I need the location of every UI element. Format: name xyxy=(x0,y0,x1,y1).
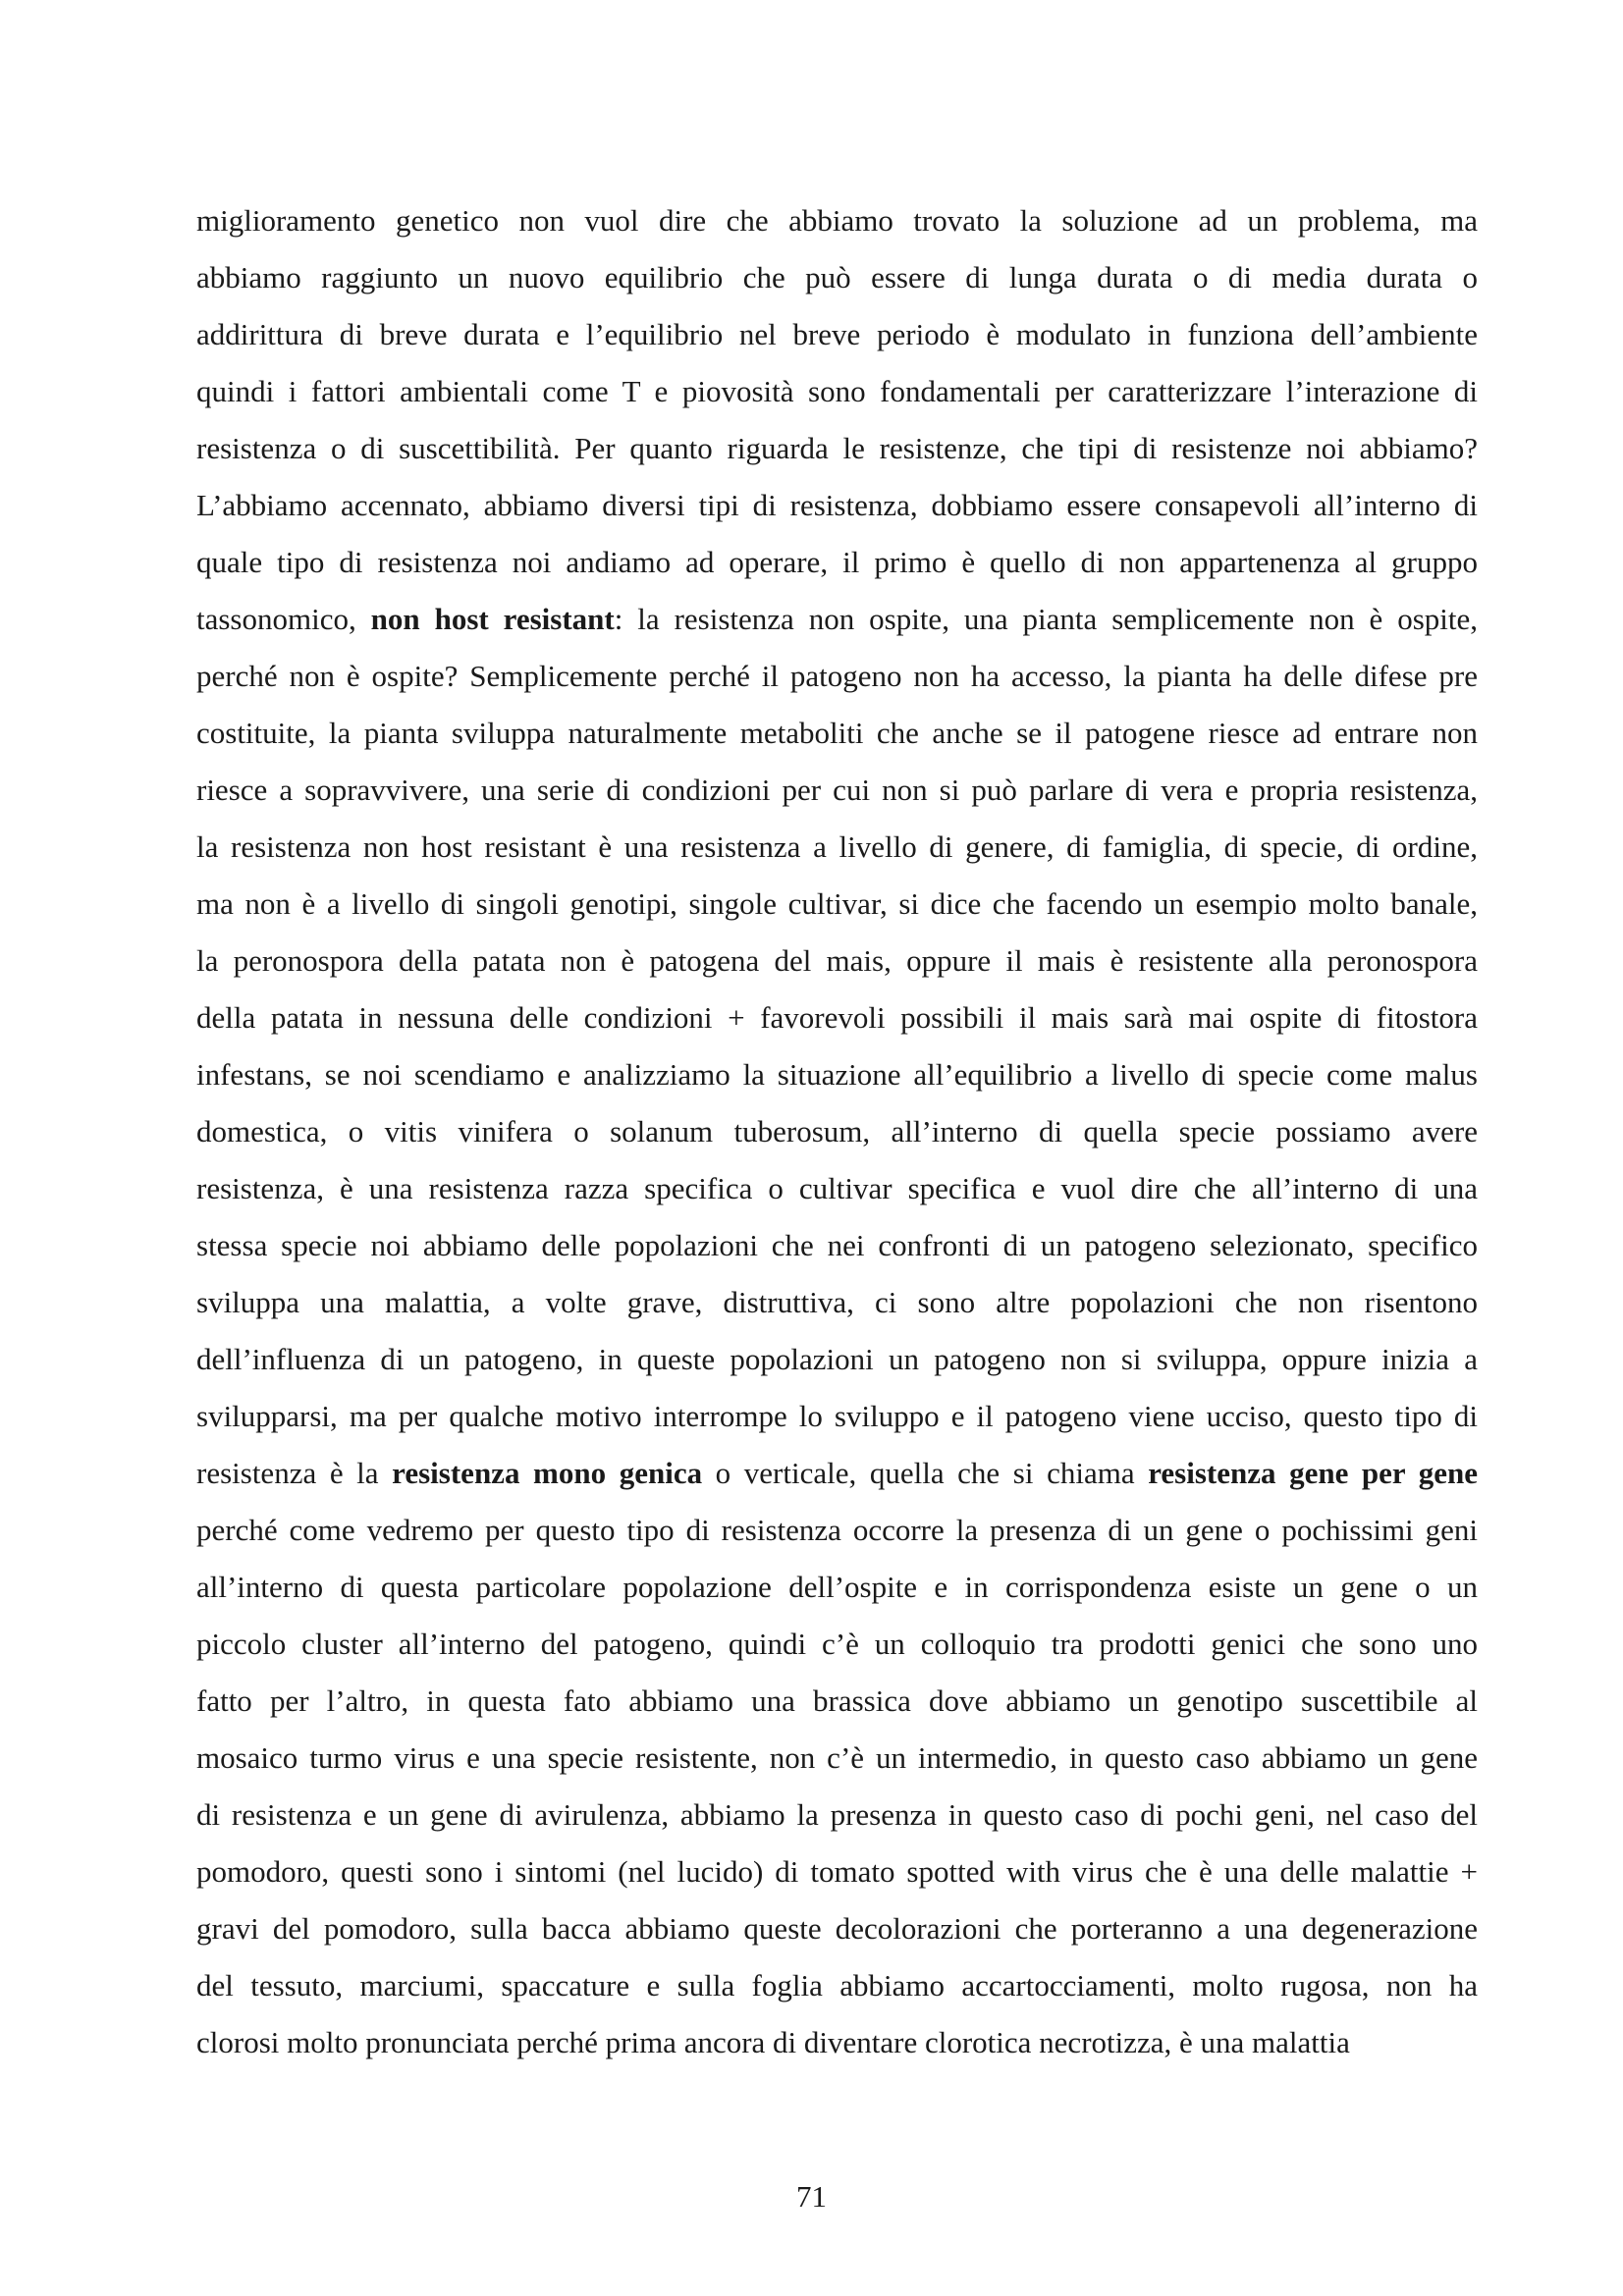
text-segment: la resistenza non host resistant è una resistenza a livello di genere, di famiglia, di specie, di ordine, xyxy=(196,829,1478,864)
text-line xyxy=(196,1103,1478,1160)
page-number: 71 xyxy=(796,2179,827,2214)
text-line xyxy=(196,1673,1478,1730)
text-segment: tassonomico, xyxy=(196,602,371,636)
text-segment: L’abbiamo accennato, abbiamo diversi tipi di resistenza, dobbiamo essere consapevoli all’interno di xyxy=(196,488,1478,522)
text-segment: pomodoro, questi sono i sintomi (nel lucido) di tomato spotted with virus che è una delle malattie + xyxy=(196,1854,1478,1889)
text-segment: ma non è a livello di singoli genotipi, singole cultivar, si dice che facendo un esempio molto banale, xyxy=(196,886,1478,921)
text-line xyxy=(196,1331,1478,1388)
text-segment: all’interno di questa particolare popolazione dell’ospite e in corrispondenza esiste un gene o un xyxy=(196,1570,1478,1604)
text-line xyxy=(196,1046,1478,1103)
text-line xyxy=(196,989,1478,1046)
text-line xyxy=(196,648,1478,705)
body-text xyxy=(196,192,1478,2071)
text-line xyxy=(196,420,1478,477)
text-line xyxy=(196,1559,1478,1616)
bold-term: resistenza gene per gene xyxy=(1148,1456,1478,1490)
bold-term: resistenza mono genica xyxy=(392,1456,703,1490)
text-segment: o verticale, quella che si chiama xyxy=(702,1456,1149,1490)
text-segment: di resistenza e un gene di avirulenza, abbiamo la presenza in questo caso di pochi geni, nel caso del xyxy=(196,1797,1478,1832)
text-line xyxy=(196,591,1478,648)
text-line xyxy=(196,363,1478,420)
text-segment: del tessuto, marciumi, spaccature e sulla foglia abbiamo accartocciamenti, molto rugosa, non ha xyxy=(196,1968,1478,2002)
bold-term: non host resistant xyxy=(370,602,615,636)
text-segment: piccolo cluster all’interno del patogeno, quindi c’è un colloquio tra prodotti genici che sono uno xyxy=(196,1627,1478,1661)
text-line xyxy=(196,1730,1478,1787)
text-segment: la peronospora della patata non è patogena del mais, oppure il mais è resistente alla peronospora xyxy=(196,943,1478,978)
text-segment: svilupparsi, ma per qualche motivo interrompe lo sviluppo e il patogeno viene ucciso, questo tipo di xyxy=(196,1399,1478,1433)
text-segment: quale tipo di resistenza noi andiamo ad operare, il primo è quello di non appartenenza al gruppo xyxy=(196,545,1478,579)
text-line xyxy=(196,1843,1478,1900)
text-segment: : la resistenza non ospite, una pianta semplicemente non è ospite, xyxy=(614,602,1478,636)
text-line xyxy=(196,1502,1478,1559)
text-segment: resistenza è la xyxy=(196,1456,393,1490)
text-line xyxy=(196,1957,1478,2014)
text-segment: quindi i fattori ambientali come T e piovosità sono fondamentali per caratterizzare l’interazione di xyxy=(196,374,1478,408)
text-segment: clorosi molto pronunciata perché prima ancora di diventare clorotica necrotizza, è una malattia xyxy=(196,2025,1350,2059)
text-line xyxy=(196,306,1478,363)
text-line xyxy=(196,1217,1478,1274)
text-line xyxy=(196,1388,1478,1445)
text-segment: fatto per l’altro, in questa fato abbiamo una brassica dove abbiamo un genotipo suscettibile al xyxy=(196,1683,1478,1718)
text-line xyxy=(196,1160,1478,1217)
text-segment: infestans, se noi scendiamo e analizziamo la situazione all’equilibrio a livello di specie come malus xyxy=(196,1057,1478,1092)
text-line xyxy=(196,705,1478,762)
text-segment: dell’influenza di un patogeno, in queste popolazioni un patogeno non si sviluppa, oppure inizia a xyxy=(196,1342,1478,1376)
text-line xyxy=(196,1445,1478,1502)
text-segment: gravi del pomodoro, sulla bacca abbiamo queste decolorazioni che porteranno a una degenerazione xyxy=(196,1911,1478,1946)
text-line xyxy=(196,534,1478,591)
text-line xyxy=(196,1787,1478,1843)
text-line xyxy=(196,819,1478,876)
text-line xyxy=(196,477,1478,534)
text-line xyxy=(196,192,1478,249)
text-segment: addirittura di breve durata e l’equilibrio nel breve periodo è modulato in funziona dell’ambiente xyxy=(196,317,1478,351)
text-line xyxy=(196,2014,1478,2071)
text-segment: miglioramento genetico non vuol dire che abbiamo trovato la soluzione ad un problema, ma xyxy=(196,203,1478,238)
text-segment: stessa specie noi abbiamo delle popolazioni che nei confronti di un patogeno selezionato, specifico xyxy=(196,1228,1478,1262)
text-segment: mosaico turmo virus e una specie resistente, non c’è un intermedio, in questo caso abbiamo un gene xyxy=(196,1740,1478,1775)
text-segment: riesce a sopravvivere, una serie di condizioni per cui non si può parlare di vera e propria resistenza, xyxy=(196,773,1478,807)
text-segment: perché non è ospite? Semplicemente perché il patogeno non ha accesso, la pianta ha delle difese pre xyxy=(196,659,1478,693)
text-line xyxy=(196,1274,1478,1331)
text-line xyxy=(196,933,1478,989)
text-line xyxy=(196,876,1478,933)
text-line xyxy=(196,1616,1478,1673)
text-line xyxy=(196,249,1478,306)
text-segment: resistenza o di suscettibilità. Per quanto riguarda le resistenze, che tipi di resistenze noi abbiamo? xyxy=(196,431,1478,465)
text-segment: perché come vedremo per questo tipo di resistenza occorre la presenza di un gene o pochissimi geni xyxy=(196,1513,1478,1547)
text-segment: domestica, o vitis vinifera o solanum tuberosum, all’interno di quella specie possiamo avere xyxy=(196,1114,1478,1148)
text-segment: della patata in nessuna delle condizioni + favorevoli possibili il mais sarà mai ospite di fitostora xyxy=(196,1000,1478,1035)
text-segment: costituite, la pianta sviluppa naturalmente metaboliti che anche se il patogene riesce ad entrare non xyxy=(196,716,1478,750)
text-line xyxy=(196,762,1478,819)
text-segment: resistenza, è una resistenza razza specifica o cultivar specifica e vuol dire che all’interno di una xyxy=(196,1171,1478,1205)
text-segment: abbiamo raggiunto un nuovo equilibrio che può essere di lunga durata o di media durata o xyxy=(196,260,1478,294)
text-line xyxy=(196,1900,1478,1957)
text-segment: sviluppa una malattia, a volte grave, distruttiva, ci sono altre popolazioni che non risentono xyxy=(196,1285,1478,1319)
